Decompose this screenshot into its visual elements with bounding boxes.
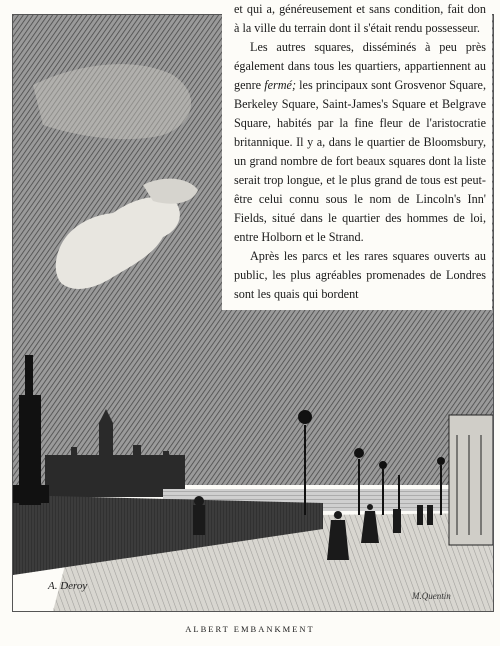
paragraph-1: et qui a, généreusement et sans condition, fait don à la ville du terrain dont il s'était rendu possesseur. (234, 2, 486, 35)
paragraph-2-part-2: les principaux sont Grosvenor Square, Berkeley Square, Saint-James's Square et Belgrave Square, habités par la fine fleur de l'aristocratie britannique. Il y a, dans le quartier de Bloomsbury, un grand nombre de fort beaux squares dont la liste serait trop longue, et le plus grand de tous est peut-être celui connu sous le nom de Lincoln's Inn' Fields, situé dans le quartier des hommes de loi, entre Holborn et le Strand. (234, 78, 486, 244)
paragraph-2-emphasis: fermé; (264, 78, 297, 92)
engraver-signature: M.Quentin (412, 591, 451, 601)
artist-signature: A. Deroy (48, 580, 88, 592)
paragraph-2-part-1: Les autres squares, disséminés à peu près également dans tous les quartiers, appartiennent au genre (234, 40, 486, 92)
article-text (222, 0, 492, 310)
paragraph-3: Après les parcs et les rares squares ouverts au public, les plus agréables promenades de Londres sont les quais qui bordent (234, 249, 486, 301)
paragraph-2 (234, 38, 486, 247)
figure-caption: ALBERT EMBANKMENT (185, 624, 315, 634)
right-railing (449, 415, 493, 545)
